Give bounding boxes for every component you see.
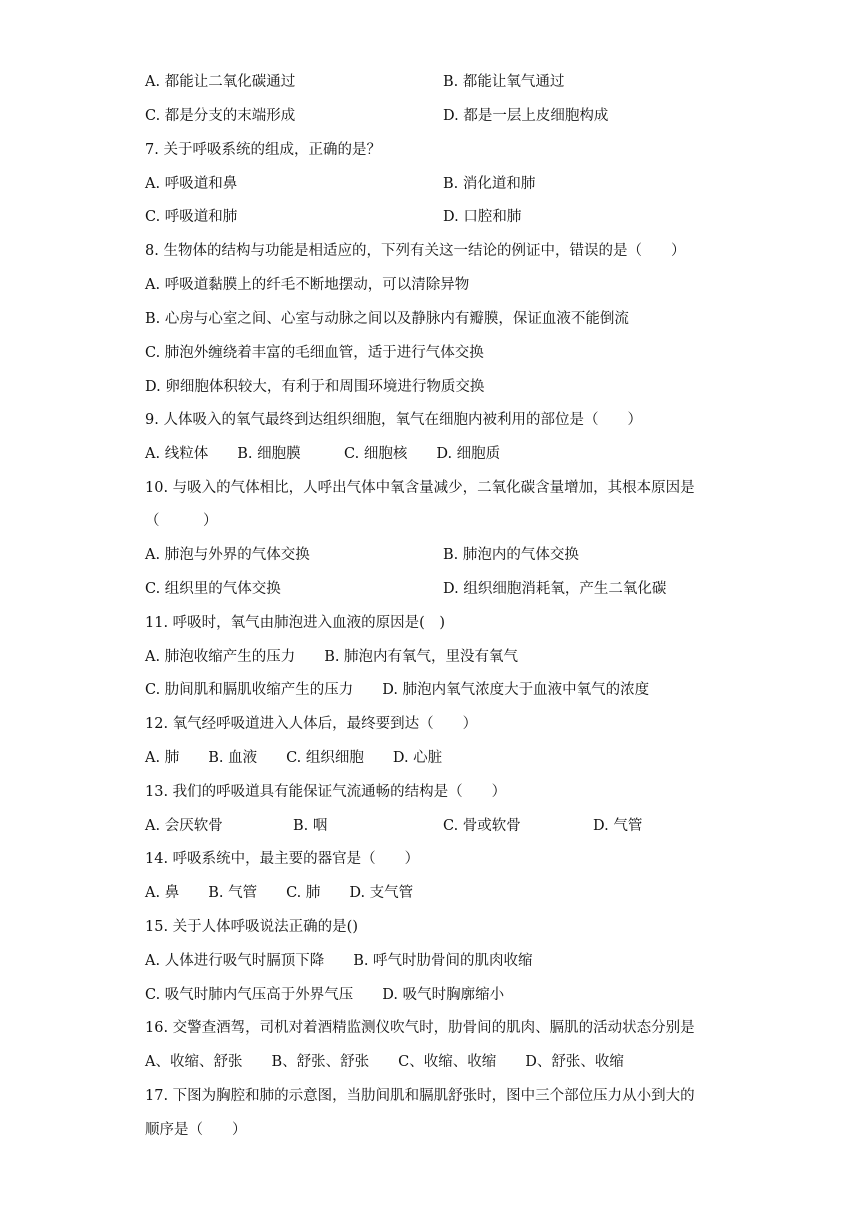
q8-option-c: C. 肺泡外缠绕着丰富的毛细血管，适于进行气体交换 [145, 345, 484, 361]
q14-stem: 14. 呼吸系统中，最主要的器官是（ ） [145, 851, 420, 867]
q16-options: A、收缩、舒张 B、舒张、舒张 C、收缩、收缩 D、舒张、收缩 [145, 1054, 624, 1070]
q6-option-d: D. 都是一层上皮细胞构成 [443, 108, 609, 124]
q7-option-d: D. 口腔和肺 [443, 209, 522, 225]
q17-stem-continued: 顺序是（ ） [145, 1122, 247, 1138]
q8-option-b: B. 心房与心室之间、心室与动脉之间以及静脉内有瓣膜，保证血液不能倒流 [145, 311, 629, 327]
q14-options: A. 鼻 B. 气管 C. 肺 D. 支气管 [145, 885, 414, 901]
q10-option-a: A. 肺泡与外界的气体交换 [145, 547, 310, 563]
q9-stem: 9. 人体吸入的氧气最终到达组织细胞，氧气在细胞内被利用的部位是（ ） [145, 412, 642, 428]
q6-option-b: B. 都能让氧气通过 [443, 74, 565, 90]
q10-stem-continued: （ ） [145, 513, 218, 529]
q8-option-a: A. 呼吸道黏膜上的纤毛不断地摆动，可以清除异物 [145, 277, 470, 293]
q11-options-cd: C. 肋间肌和膈肌收缩产生的压力 D. 肺泡内氧气浓度大于血液中氧气的浓度 [145, 682, 650, 698]
q13-stem: 13. 我们的呼吸道具有能保证气流通畅的结构是（ ） [145, 784, 507, 800]
q8-option-d: D. 卵细胞体积较大，有利于和周围环境进行物质交换 [145, 379, 485, 395]
q13-option-d: D. 气管 [593, 818, 643, 834]
q15-options-cd: C. 吸气时肺内气压高于外界气压 D. 吸气时胸廓缩小 [145, 987, 505, 1003]
q6-option-a: A. 都能让二氧化碳通过 [145, 74, 296, 90]
q10-option-c: C. 组织里的气体交换 [145, 581, 281, 597]
q15-options-ab: A. 人体进行吸气时膈顶下降 B. 呼气时肋骨间的肌肉收缩 [145, 953, 533, 969]
q13-option-b: B. 咽 [293, 818, 328, 834]
q15-stem: 15. 关于人体呼吸说法正确的是() [145, 919, 358, 935]
q7-option-b: B. 消化道和肺 [443, 176, 536, 192]
q7-stem: 7. 关于呼吸系统的组成，正确的是？ [145, 142, 381, 158]
q7-option-c: C. 呼吸道和肺 [145, 209, 238, 225]
q6-option-c: C. 都是分支的末端形成 [145, 108, 296, 124]
q16-stem: 16. 交警查酒驾，司机对着酒精监测仪吹气时，肋骨间的肌肉、膈肌的活动状态分别是 [145, 1020, 695, 1036]
q11-stem: 11. 呼吸时，氧气由肺泡进入血液的原因是( ) [145, 615, 445, 631]
q12-stem: 12. 氧气经呼吸道进入人体后，最终要到达（ ） [145, 716, 478, 732]
q10-option-d: D. 组织细胞消耗氧，产生二氧化碳 [443, 581, 667, 597]
q8-stem: 8. 生物体的结构与功能是相适应的，下列有关这一结论的例证中，错误的是（ ） [145, 243, 686, 259]
q13-option-c: C. 骨或软骨 [443, 818, 521, 834]
q12-options: A. 肺 B. 血液 C. 组织细胞 D. 心脏 [145, 750, 443, 766]
q13-option-a: A. 会厌软骨 [145, 818, 223, 834]
q10-stem: 10. 与吸入的气体相比，人呼出气体中氧含量减少，二氧化碳含量增加，其根本原因是 [145, 480, 695, 496]
q7-option-a: A. 呼吸道和鼻 [145, 176, 238, 192]
q11-options-ab: A. 肺泡收缩产生的压力 B. 肺泡内有氧气，里没有氧气 [145, 649, 519, 665]
q17-stem: 17. 下图为胸腔和肺的示意图，当肋间肌和膈肌舒张时，图中三个部位压力从小到大的 [145, 1088, 695, 1104]
q10-option-b: B. 肺泡内的气体交换 [443, 547, 579, 563]
q9-options: A. 线粒体 B. 细胞膜 C. 细胞核 D. 细胞质 [145, 446, 501, 462]
